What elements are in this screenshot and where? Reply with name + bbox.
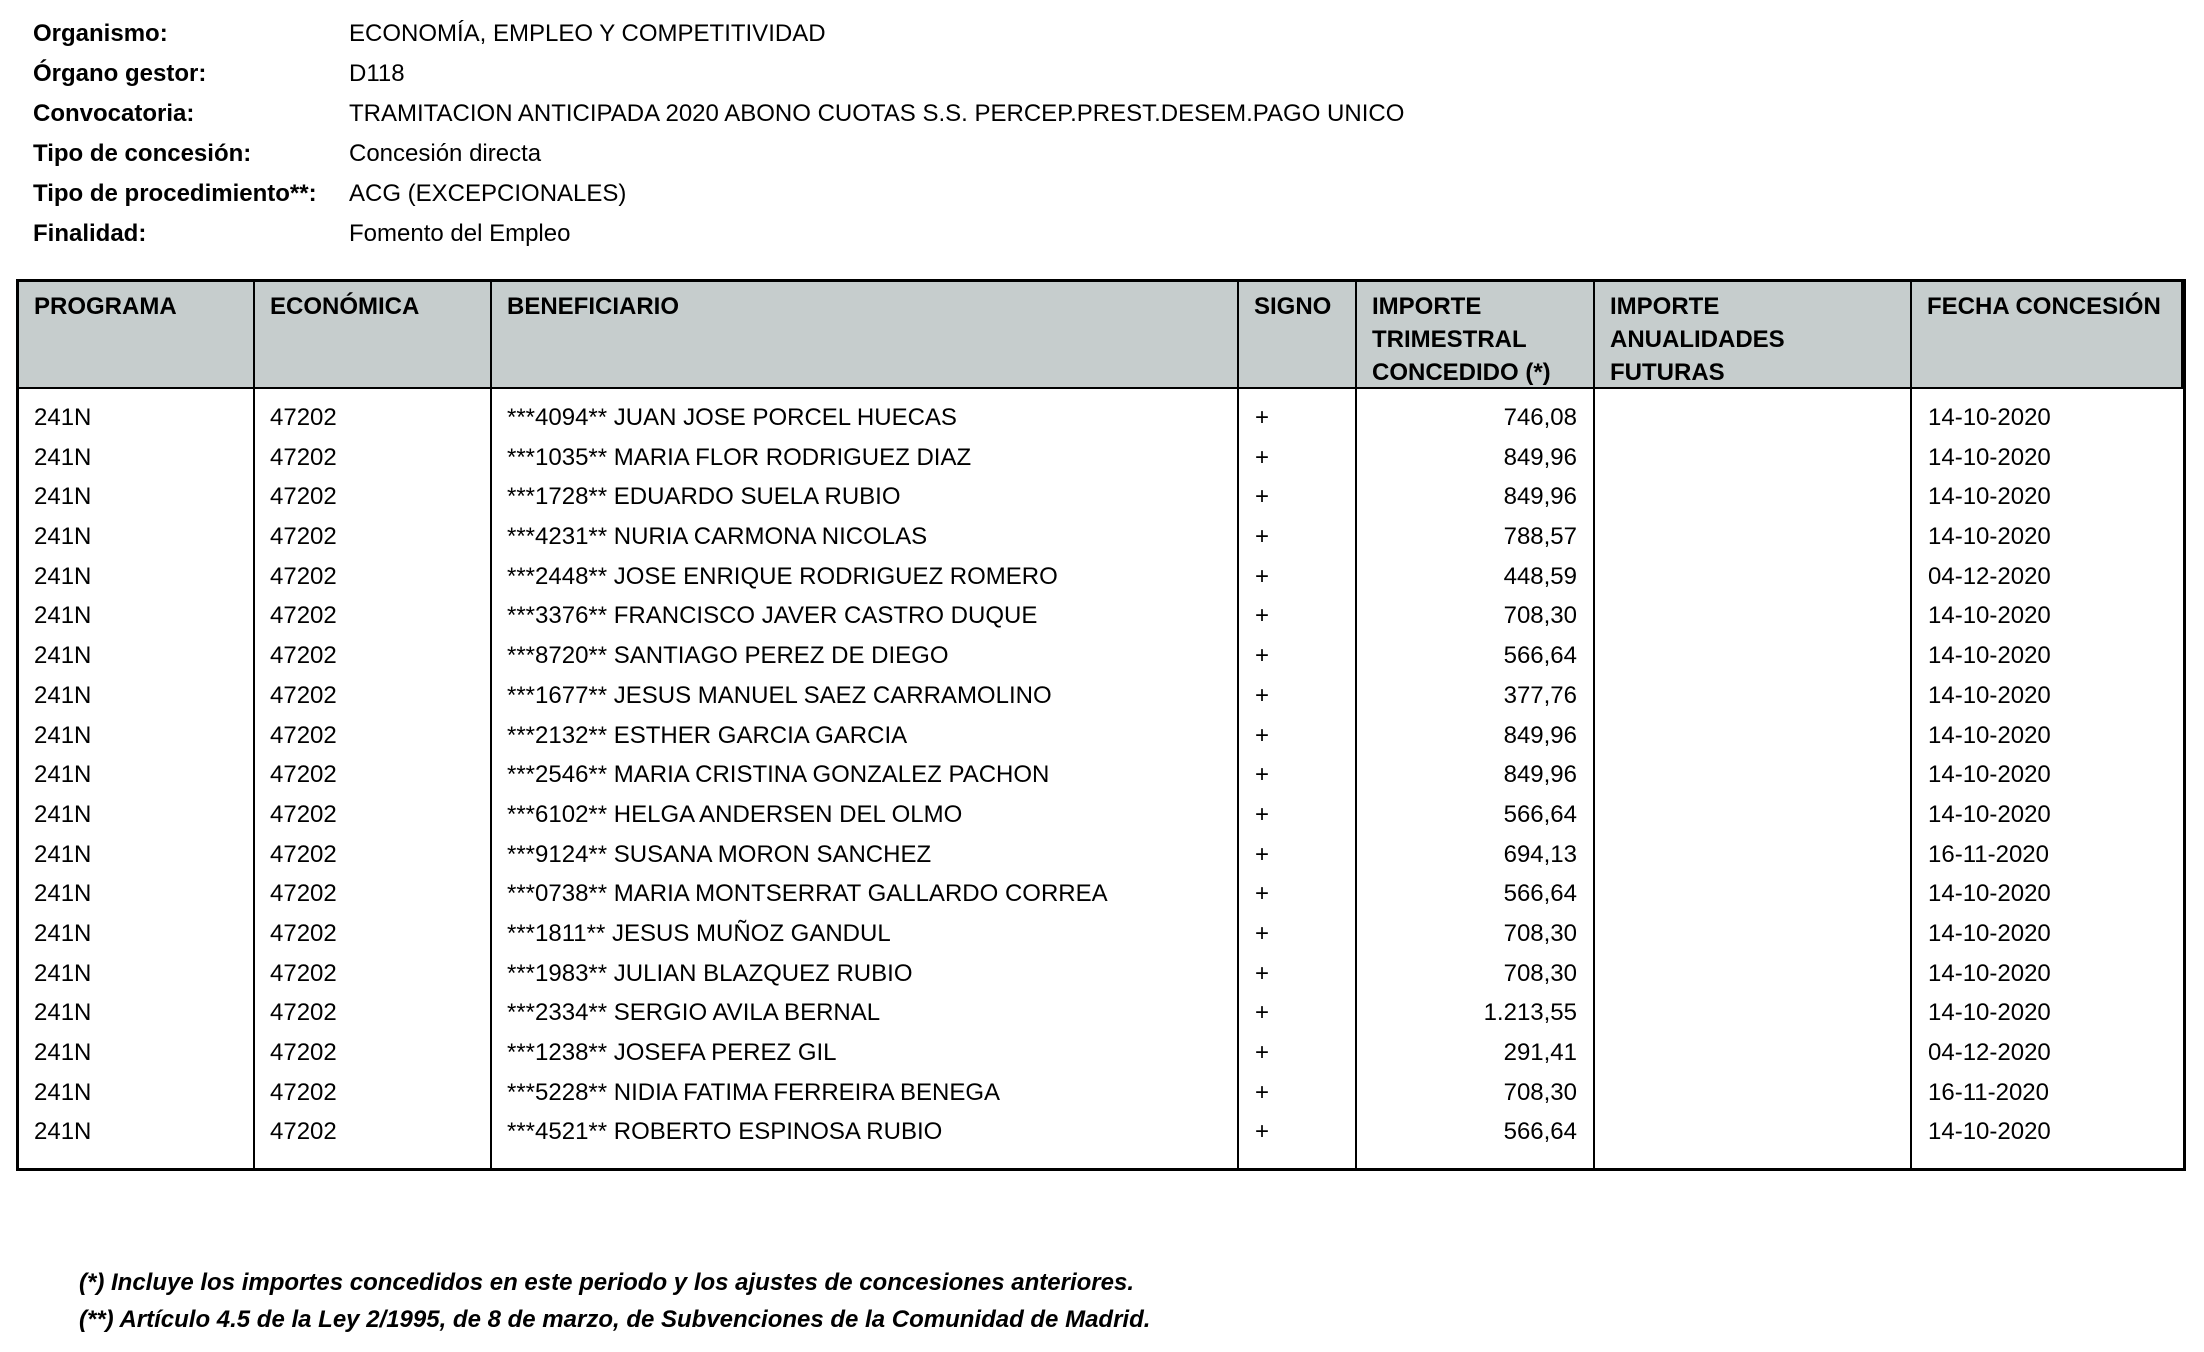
table-cell-signo: + xyxy=(1255,761,1270,789)
column-programa xyxy=(19,389,255,1168)
table-cell-programa: 241N xyxy=(34,1039,92,1066)
table-cell-economica: 47202 xyxy=(270,840,337,868)
column-header-line: FUTURAS xyxy=(1610,359,1725,386)
column-header-signo xyxy=(1239,282,1357,389)
table-cell-beneficiario: ***1035** MARIA FLOR RODRIGUEZ DIAZ xyxy=(507,443,972,471)
table-cell-signo: + xyxy=(1255,880,1270,908)
column-header-label: PROGRAMA xyxy=(34,293,177,320)
table-cell-anualidades xyxy=(1595,517,1910,557)
table-cell-fecha: 14-10-2020 xyxy=(1928,761,2051,789)
meta-row-organo-gestor xyxy=(33,54,1404,94)
table-cell-anualidades xyxy=(1595,438,1910,478)
table-cell-signo: + xyxy=(1255,1039,1270,1066)
table-cell-programa: 241N xyxy=(34,959,92,987)
table-cell-economica: 47202 xyxy=(270,1039,337,1066)
table-cell-importe: 708,30 xyxy=(1503,602,1577,630)
table-cell-economica: 47202 xyxy=(270,800,337,828)
table-cell-beneficiario: ***3376** FRANCISCO JAVER CASTRO DUQUE xyxy=(507,602,1038,630)
meta-row-convocatoria xyxy=(33,94,1404,134)
table-cell-programa: 241N xyxy=(34,523,92,551)
column-header-fecha xyxy=(1912,282,2183,389)
table-cell-economica: 47202 xyxy=(270,602,337,630)
table-cell-programa: 241N xyxy=(34,1118,92,1146)
table-cell-economica: 47202 xyxy=(270,523,337,551)
table-cell-beneficiario: ***2546** MARIA CRISTINA GONZALEZ PACHON xyxy=(507,761,1050,789)
table-cell-programa: 241N xyxy=(34,880,92,908)
table-cell-anualidades xyxy=(1595,954,1910,994)
table-cell-economica: 47202 xyxy=(270,483,337,511)
table-cell-programa: 241N xyxy=(34,919,92,947)
table-cell-beneficiario: ***1811** JESUS MUÑOZ GANDUL xyxy=(507,919,891,947)
column-anualidades xyxy=(1595,389,1912,1168)
table-cell-economica: 47202 xyxy=(270,880,337,908)
table-cell-fecha: 14-10-2020 xyxy=(1928,959,2051,987)
table-cell-fecha: 14-10-2020 xyxy=(1928,880,2051,908)
meta-value: ACG (EXCEPCIONALES) xyxy=(349,180,627,207)
meta-value: Fomento del Empleo xyxy=(349,220,571,247)
table-cell-anualidades xyxy=(1595,914,1910,954)
table-cell-fecha: 14-10-2020 xyxy=(1928,721,2051,749)
table-cell-importe: 849,96 xyxy=(1503,483,1577,511)
table-cell-economica: 47202 xyxy=(270,562,337,590)
column-header-line: ANUALIDADES xyxy=(1610,326,1785,353)
column-economica xyxy=(255,389,492,1168)
column-beneficiario xyxy=(492,389,1239,1168)
table-cell-programa: 241N xyxy=(34,443,92,471)
meta-label: Órgano gestor: xyxy=(33,60,207,87)
footnotes xyxy=(79,1264,1150,1338)
table-cell-programa: 241N xyxy=(34,483,92,511)
table-cell-signo: + xyxy=(1255,721,1270,749)
table-cell-importe: 746,08 xyxy=(1503,404,1577,431)
table-cell-importe: 694,13 xyxy=(1503,840,1577,868)
meta-label: Finalidad: xyxy=(33,220,147,247)
table-cell-anualidades xyxy=(1595,835,1910,875)
table-cell-anualidades xyxy=(1595,716,1910,756)
table-cell-signo: + xyxy=(1255,840,1270,868)
table-cell-importe: 849,96 xyxy=(1503,721,1577,749)
column-header-beneficiario xyxy=(492,282,1239,389)
table-cell-beneficiario: ***9124** SUSANA MORON SANCHEZ xyxy=(507,840,932,868)
footnote: (**) Artículo 4.5 de la Ley 2/1995, de 8 de marzo, de Subvenciones de la Comunidad de Madrid. xyxy=(79,1306,1151,1333)
meta-value: D118 xyxy=(349,60,405,87)
meta-row-organismo xyxy=(33,14,1404,54)
table-cell-fecha: 14-10-2020 xyxy=(1928,404,2051,431)
table-cell-programa: 241N xyxy=(34,642,92,670)
table-cell-economica: 47202 xyxy=(270,642,337,670)
meta-row-finalidad xyxy=(33,214,1404,254)
column-signo xyxy=(1239,389,1357,1168)
table-cell-anualidades xyxy=(1595,1073,1910,1113)
table-cell-signo: + xyxy=(1255,562,1270,590)
table-cell-economica: 47202 xyxy=(270,404,337,431)
table-cell-economica: 47202 xyxy=(270,1078,337,1106)
table-cell-signo: + xyxy=(1255,999,1270,1027)
table-cell-importe: 566,64 xyxy=(1503,1118,1577,1146)
table-cell-signo: + xyxy=(1255,681,1270,709)
table-cell-fecha: 14-10-2020 xyxy=(1928,523,2051,551)
grants-table xyxy=(16,279,2186,1171)
table-cell-economica: 47202 xyxy=(270,919,337,947)
meta-value: TRAMITACION ANTICIPADA 2020 ABONO CUOTAS S.S. PERCEP.PREST.DESEM.PAGO UNICO xyxy=(349,100,1405,127)
table-cell-economica: 47202 xyxy=(270,999,337,1027)
meta-label: Tipo de procedimiento**: xyxy=(33,180,317,207)
column-header-importe xyxy=(1357,282,1595,389)
meta-value: Concesión directa xyxy=(349,140,542,167)
table-cell-programa: 241N xyxy=(34,602,92,630)
table-cell-importe: 708,30 xyxy=(1503,959,1577,987)
table-cell-beneficiario: ***2334** SERGIO AVILA BERNAL xyxy=(507,999,881,1027)
table-cell-programa: 241N xyxy=(34,721,92,749)
table-cell-importe: 708,30 xyxy=(1503,919,1577,947)
column-header-line: IMPORTE xyxy=(1372,293,1482,320)
table-cell-beneficiario: ***2132** ESTHER GARCIA GARCIA xyxy=(507,721,908,749)
table-cell-economica: 47202 xyxy=(270,761,337,789)
table-cell-programa: 241N xyxy=(34,840,92,868)
table-cell-signo: + xyxy=(1255,642,1270,670)
table-cell-importe: 566,64 xyxy=(1503,642,1577,670)
table-cell-anualidades xyxy=(1595,1112,1910,1152)
table-cell-beneficiario: ***1983** JULIAN BLAZQUEZ RUBIO xyxy=(507,959,913,987)
column-header-programa xyxy=(19,282,255,389)
table-cell-anualidades xyxy=(1595,1033,1910,1073)
column-header-label: BENEFICIARIO xyxy=(507,293,680,320)
table-cell-importe: 291,41 xyxy=(1503,1039,1577,1066)
table-cell-economica: 47202 xyxy=(270,681,337,709)
table-cell-anualidades xyxy=(1595,795,1910,835)
table-cell-fecha: 14-10-2020 xyxy=(1928,999,2051,1027)
table-cell-anualidades xyxy=(1595,676,1910,716)
table-cell-economica: 47202 xyxy=(270,443,337,471)
table-cell-importe: 1.213,55 xyxy=(1483,999,1577,1027)
table-cell-anualidades xyxy=(1595,636,1910,676)
table-cell-importe: 708,30 xyxy=(1503,1078,1577,1106)
table-cell-signo: + xyxy=(1255,959,1270,987)
table-cell-programa: 241N xyxy=(34,761,92,789)
table-cell-fecha: 14-10-2020 xyxy=(1928,602,2051,630)
table-cell-fecha: 16-11-2020 xyxy=(1928,1078,2049,1106)
column-header-label: ECONÓMICA xyxy=(270,293,420,320)
table-cell-beneficiario: ***4231** NURIA CARMONA NICOLAS xyxy=(507,523,928,551)
table-cell-fecha: 04-12-2020 xyxy=(1928,562,2051,590)
table-cell-signo: + xyxy=(1255,1078,1270,1106)
table-cell-fecha: 16-11-2020 xyxy=(1928,840,2049,868)
table-cell-fecha: 14-10-2020 xyxy=(1928,1118,2051,1146)
footnote: (*) Incluye los importes concedidos en este periodo y los ajustes de concesiones anteriores. xyxy=(79,1269,1134,1296)
table-cell-economica: 47202 xyxy=(270,1118,337,1146)
table-cell-importe: 788,57 xyxy=(1503,523,1577,551)
table-cell-economica: 47202 xyxy=(270,721,337,749)
column-header-label: SIGNO xyxy=(1254,293,1332,320)
table-cell-fecha: 04-12-2020 xyxy=(1928,1039,2051,1066)
table-cell-beneficiario: ***1728** EDUARDO SUELA RUBIO xyxy=(507,483,901,511)
table-cell-beneficiario: ***1677** JESUS MANUEL SAEZ CARRAMOLINO xyxy=(507,681,1052,709)
table-cell-beneficiario: ***1238** JOSEFA PEREZ GIL xyxy=(507,1039,837,1066)
table-cell-beneficiario: ***8720** SANTIAGO PEREZ DE DIEGO xyxy=(507,642,949,670)
meta-row-tipo-procedimiento xyxy=(33,174,1404,214)
table-cell-fecha: 14-10-2020 xyxy=(1928,681,2051,709)
table-cell-fecha: 14-10-2020 xyxy=(1928,919,2051,947)
column-header-line: TRIMESTRAL xyxy=(1372,326,1527,353)
table-cell-signo: + xyxy=(1255,523,1270,551)
meta-value: ECONOMÍA, EMPLEO Y COMPETITIVIDAD xyxy=(349,20,826,47)
table-cell-signo: + xyxy=(1255,919,1270,947)
table-cell-programa: 241N xyxy=(34,999,92,1027)
table-cell-signo: + xyxy=(1255,483,1270,511)
table-cell-importe: 448,59 xyxy=(1503,562,1577,590)
table-cell-programa: 241N xyxy=(34,681,92,709)
table-cell-signo: + xyxy=(1255,602,1270,630)
table-cell-signo: + xyxy=(1255,1118,1270,1146)
column-header-economica xyxy=(255,282,492,389)
table-cell-programa: 241N xyxy=(34,1078,92,1106)
table-cell-anualidades xyxy=(1595,874,1910,914)
table-cell-anualidades xyxy=(1595,755,1910,795)
table-cell-anualidades xyxy=(1595,398,1910,438)
table-cell-anualidades xyxy=(1595,477,1910,517)
table-cell-programa: 241N xyxy=(34,562,92,590)
table-cell-fecha: 14-10-2020 xyxy=(1928,800,2051,828)
meta-label: Convocatoria: xyxy=(33,100,195,127)
table-cell-fecha: 14-10-2020 xyxy=(1928,483,2051,511)
table-cell-programa: 241N xyxy=(34,404,92,431)
column-header-line: IMPORTE xyxy=(1610,293,1720,320)
table-cell-beneficiario: ***5228** NIDIA FATIMA FERREIRA BENEGA xyxy=(507,1078,1001,1106)
column-fecha xyxy=(1912,389,2183,1168)
table-cell-signo: + xyxy=(1255,404,1270,431)
table-cell-beneficiario: ***0738** MARIA MONTSERRAT GALLARDO CORREA xyxy=(507,880,1108,908)
table-cell-signo: + xyxy=(1255,443,1270,471)
column-importe xyxy=(1357,389,1595,1168)
table-cell-economica: 47202 xyxy=(270,959,337,987)
table-cell-beneficiario: ***2448** JOSE ENRIQUE RODRIGUEZ ROMERO xyxy=(507,562,1058,590)
table-cell-fecha: 14-10-2020 xyxy=(1928,443,2051,471)
table-cell-fecha: 14-10-2020 xyxy=(1928,642,2051,670)
column-header-label: FECHA CONCESIÓN xyxy=(1927,293,2161,320)
table-cell-signo: + xyxy=(1255,800,1270,828)
metadata-block xyxy=(33,14,1404,254)
table-cell-importe: 377,76 xyxy=(1503,681,1577,709)
table-cell-beneficiario: ***6102** HELGA ANDERSEN DEL OLMO xyxy=(507,800,963,828)
table-cell-importe: 849,96 xyxy=(1503,443,1577,471)
table-cell-beneficiario: ***4521** ROBERTO ESPINOSA RUBIO xyxy=(507,1118,943,1146)
table-cell-beneficiario: ***4094** JUAN JOSE PORCEL HUECAS xyxy=(507,404,957,431)
table-cell-importe: 566,64 xyxy=(1503,880,1577,908)
table-cell-programa: 241N xyxy=(34,800,92,828)
meta-row-tipo-concesion xyxy=(33,134,1404,174)
meta-label: Tipo de concesión: xyxy=(33,140,252,167)
meta-label: Organismo: xyxy=(33,20,168,47)
table-cell-importe: 566,64 xyxy=(1503,800,1577,828)
table-cell-anualidades xyxy=(1595,993,1910,1033)
table-cell-anualidades xyxy=(1595,557,1910,597)
column-header-line: CONCEDIDO (*) xyxy=(1372,359,1551,386)
column-header-anualidades xyxy=(1595,282,1912,389)
table-cell-anualidades xyxy=(1595,596,1910,636)
table-cell-importe: 849,96 xyxy=(1503,761,1577,789)
